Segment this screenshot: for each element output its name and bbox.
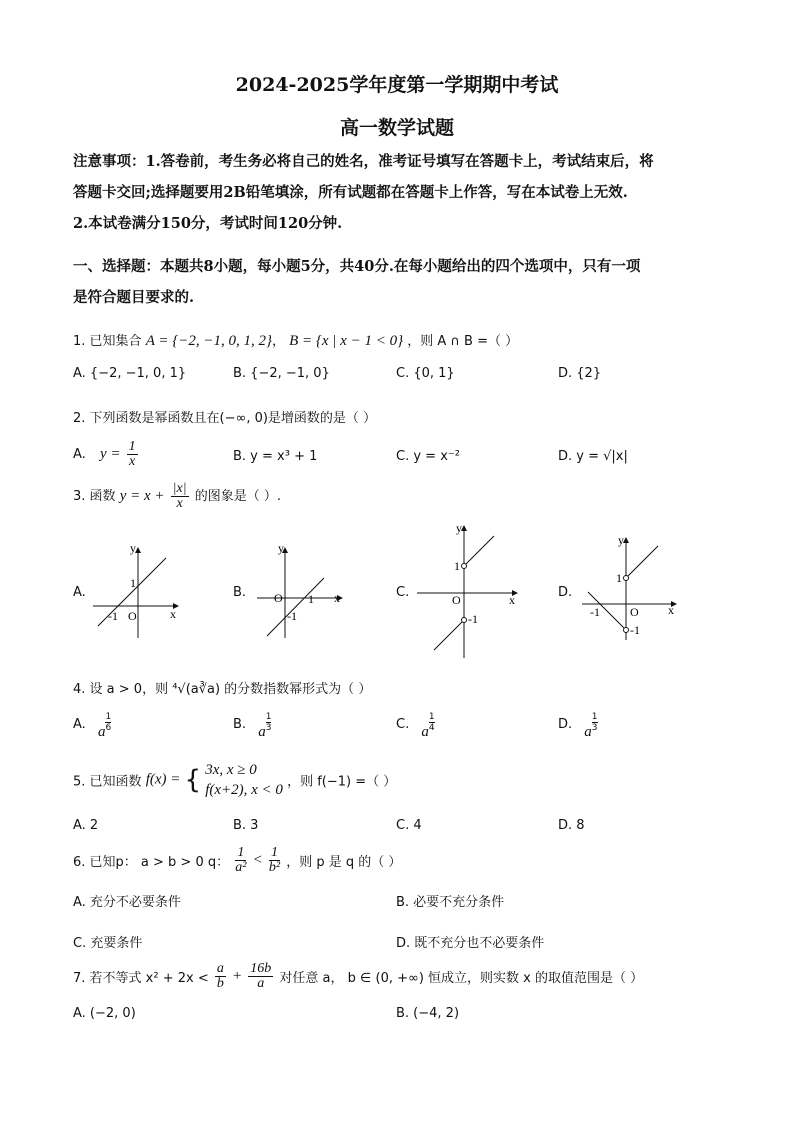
q7-option-b[interactable]: B. (−4, 2): [396, 1006, 460, 1021]
question-3: [73, 482, 281, 511]
question-7: [73, 962, 643, 991]
q4-option-a[interactable]: [73, 712, 112, 740]
case-1: 3x, x ≥ 0: [205, 762, 257, 778]
open-point-bottom: [462, 618, 467, 623]
numerator: 16b: [250, 961, 272, 976]
q7-option-a[interactable]: A. (−2, 0): [73, 1006, 136, 1021]
question-5: [73, 760, 396, 800]
numerator: 1: [269, 846, 280, 861]
q7-fraction-1: [215, 962, 226, 991]
q7-prefix: 7. 若不等式 x² + 2x <: [73, 971, 209, 986]
notice-line-2: 答题卡交回;选择题要用2B铅笔填涂，所有试题都在答题卡上作答，写在本试卷上无效.: [73, 184, 628, 201]
q3-lhs: y = x +: [119, 488, 165, 504]
section-heading-line-1: 一、选择题：本题共8小题，每小题5分，共40分.在每小题给出的四个选项中，只有一项: [73, 258, 641, 275]
option-label: D.: [558, 717, 573, 732]
q3-graph-b[interactable]: [252, 540, 352, 640]
q3-suffix: 的图象是（ ）.: [194, 489, 281, 504]
q1-set-b: B = {x | x − 1 < 0}: [289, 333, 404, 349]
open-point-bottom: [624, 628, 629, 633]
q5-cases: [205, 760, 283, 800]
q6-prefix: 6. 已知p： a > b > 0 q：: [73, 855, 230, 870]
exponent: [592, 712, 598, 733]
origin-label: O: [630, 605, 639, 619]
notice-line-1: 注意事项：1.答卷前，考生务必将自己的姓名，准考证号填写在答题卡上，考试结束后，将: [73, 153, 654, 170]
q2-option-c[interactable]: C. y = x⁻²: [396, 449, 460, 464]
q2-option-a-fraction: [127, 440, 138, 469]
q1-suffix: ，则 A ∩ B =（ ）: [407, 334, 519, 349]
exam-subtitle: 高一数学试题: [339, 117, 454, 139]
case-2: f(x+2), x < 0: [205, 782, 283, 798]
option-label: A.: [73, 717, 86, 732]
open-point-top: [624, 576, 629, 581]
q1-set-a: A = {−2, −1, 0, 1, 2}: [145, 333, 272, 349]
numerator: 1: [128, 439, 136, 454]
y-label: y: [130, 541, 136, 555]
q5-option-d[interactable]: D. 8: [558, 818, 585, 833]
q3-graph-d[interactable]: [580, 532, 680, 642]
q6-option-b[interactable]: B. 必要不充分条件: [396, 895, 505, 910]
question-1: [73, 330, 518, 350]
q3-option-a-label[interactable]: A.: [73, 585, 86, 600]
q2-option-b[interactable]: B. y = x³ + 1: [233, 449, 318, 464]
numerator: 1: [235, 846, 246, 861]
numerator: |x|: [172, 481, 187, 496]
exponent: [266, 712, 272, 733]
q6-fraction-2: [269, 846, 280, 875]
graph-line: [267, 578, 324, 636]
exp-den: 4: [428, 723, 435, 733]
brace-icon: {: [184, 765, 202, 795]
exp-num: 1: [428, 712, 435, 722]
q2-option-a-lhs: y =: [99, 446, 121, 462]
question-2: 2. 下列函数是幂函数且在(−∞, 0)是增函数的是（ ）: [73, 411, 377, 426]
q4-option-d[interactable]: [558, 712, 598, 740]
tick-1: 1: [454, 559, 460, 573]
tick-neg1: -1: [108, 609, 118, 623]
y-label: y: [278, 541, 284, 555]
tick-neg1: -1: [287, 609, 297, 623]
q3-fraction: [171, 482, 189, 511]
question-4: 4. 设 a > 0，则 ⁴√(a∛a) 的分数指数幂形式为（ ）: [73, 682, 372, 697]
open-point-top: [462, 564, 467, 569]
q4-option-b[interactable]: [233, 712, 272, 740]
plus-sign: +: [232, 968, 243, 984]
q6-option-d[interactable]: D. 既不充分也不必要条件: [396, 936, 545, 951]
exp-den: 6: [105, 723, 112, 733]
exam-title: 2024-2025学年度第一学期期中考试: [235, 74, 559, 96]
q6-suffix: ，则 p 是 q 的（ ）: [286, 855, 402, 870]
exp-den: 3: [265, 723, 272, 733]
base: a: [258, 724, 266, 740]
numerator: a: [216, 961, 224, 976]
x-label: x: [668, 603, 674, 617]
q5-option-b[interactable]: B. 3: [233, 818, 259, 833]
question-6: [73, 846, 401, 875]
less-than: <: [252, 852, 263, 868]
q3-prefix: 3. 函数: [73, 489, 116, 504]
denominator: a: [257, 976, 265, 991]
base: a: [97, 724, 106, 740]
q1-option-d[interactable]: D. {2}: [558, 366, 602, 381]
q6-option-c[interactable]: C. 充要条件: [73, 936, 143, 951]
denominator: a²: [235, 860, 247, 875]
x-label: x: [170, 607, 176, 621]
option-label: B.: [233, 717, 247, 732]
section-heading-line-2: 是符合题目要求的.: [73, 289, 195, 306]
denominator: b²: [268, 860, 281, 875]
denominator: x: [129, 454, 136, 469]
exp-num: 1: [265, 712, 272, 722]
option-label: C.: [396, 717, 410, 732]
tick-neg1: -1: [468, 612, 478, 626]
q5-prefix: 5. 已知函数: [73, 774, 142, 790]
origin-label: O: [452, 593, 461, 607]
y-label: y: [618, 533, 624, 547]
q4-option-c[interactable]: [396, 712, 435, 740]
graph-line-right: [464, 536, 494, 566]
denominator: b: [216, 976, 224, 991]
tick-1: 1: [616, 571, 622, 585]
exponent: [429, 712, 435, 733]
exponent: [105, 712, 111, 733]
base: a: [421, 724, 429, 740]
q1-prefix: 1. 已知集合: [73, 334, 142, 349]
y-label: y: [456, 521, 462, 535]
q3-option-d-label[interactable]: D.: [558, 585, 573, 600]
x-label: x: [509, 593, 515, 607]
q1-option-c[interactable]: C. {0, 1}: [396, 366, 455, 381]
graph-line-right: [626, 546, 658, 578]
graph-line-left: [434, 620, 464, 650]
q3-graph-c[interactable]: [412, 520, 522, 660]
base: a: [584, 724, 592, 740]
exp-den: 3: [591, 723, 598, 733]
q3-option-c-label[interactable]: C.: [396, 585, 410, 600]
q1-option-a[interactable]: A. {−2, −1, 0, 1}: [73, 366, 187, 381]
tick-neg1-lower: -1: [630, 623, 640, 637]
tick-1: 1: [130, 576, 136, 590]
origin-label: O: [274, 591, 283, 605]
q1-option-b[interactable]: B. {−2, −1, 0}: [233, 366, 330, 381]
q5-lhs: f(x) =: [145, 771, 181, 788]
q5-option-a[interactable]: A. 2: [73, 818, 99, 833]
x-label: x: [334, 591, 340, 605]
q3-option-b-label[interactable]: B.: [233, 585, 247, 600]
q1-comma: ，: [271, 334, 285, 349]
origin-label: O: [128, 609, 137, 623]
q7-fraction-2: [248, 962, 273, 991]
q5-option-c[interactable]: C. 4: [396, 818, 422, 833]
tick-1: 1: [308, 592, 314, 606]
denominator: x: [176, 496, 183, 511]
q6-fraction-1: [235, 846, 246, 875]
exp-num: 1: [591, 712, 598, 722]
q7-suffix: 对任意 a， b ∈ (0, +∞) 恒成立，则实数 x 的取值范围是（ ）: [279, 971, 644, 986]
q6-option-a[interactable]: A. 充分不必要条件: [73, 895, 181, 910]
q2-option-d[interactable]: D. y = √|x|: [558, 449, 628, 464]
tick-neg1: -1: [590, 605, 600, 619]
q5-suffix: ，则 f(−1) =（ ）: [287, 774, 397, 790]
exp-num: 1: [105, 712, 112, 722]
q2-option-a-label: A.: [73, 447, 86, 462]
q2-option-a[interactable]: [73, 440, 140, 469]
q3-graph-a[interactable]: [88, 540, 188, 640]
notice-line-3: 2.本试卷满分150分，考试时间120分钟.: [73, 215, 343, 232]
